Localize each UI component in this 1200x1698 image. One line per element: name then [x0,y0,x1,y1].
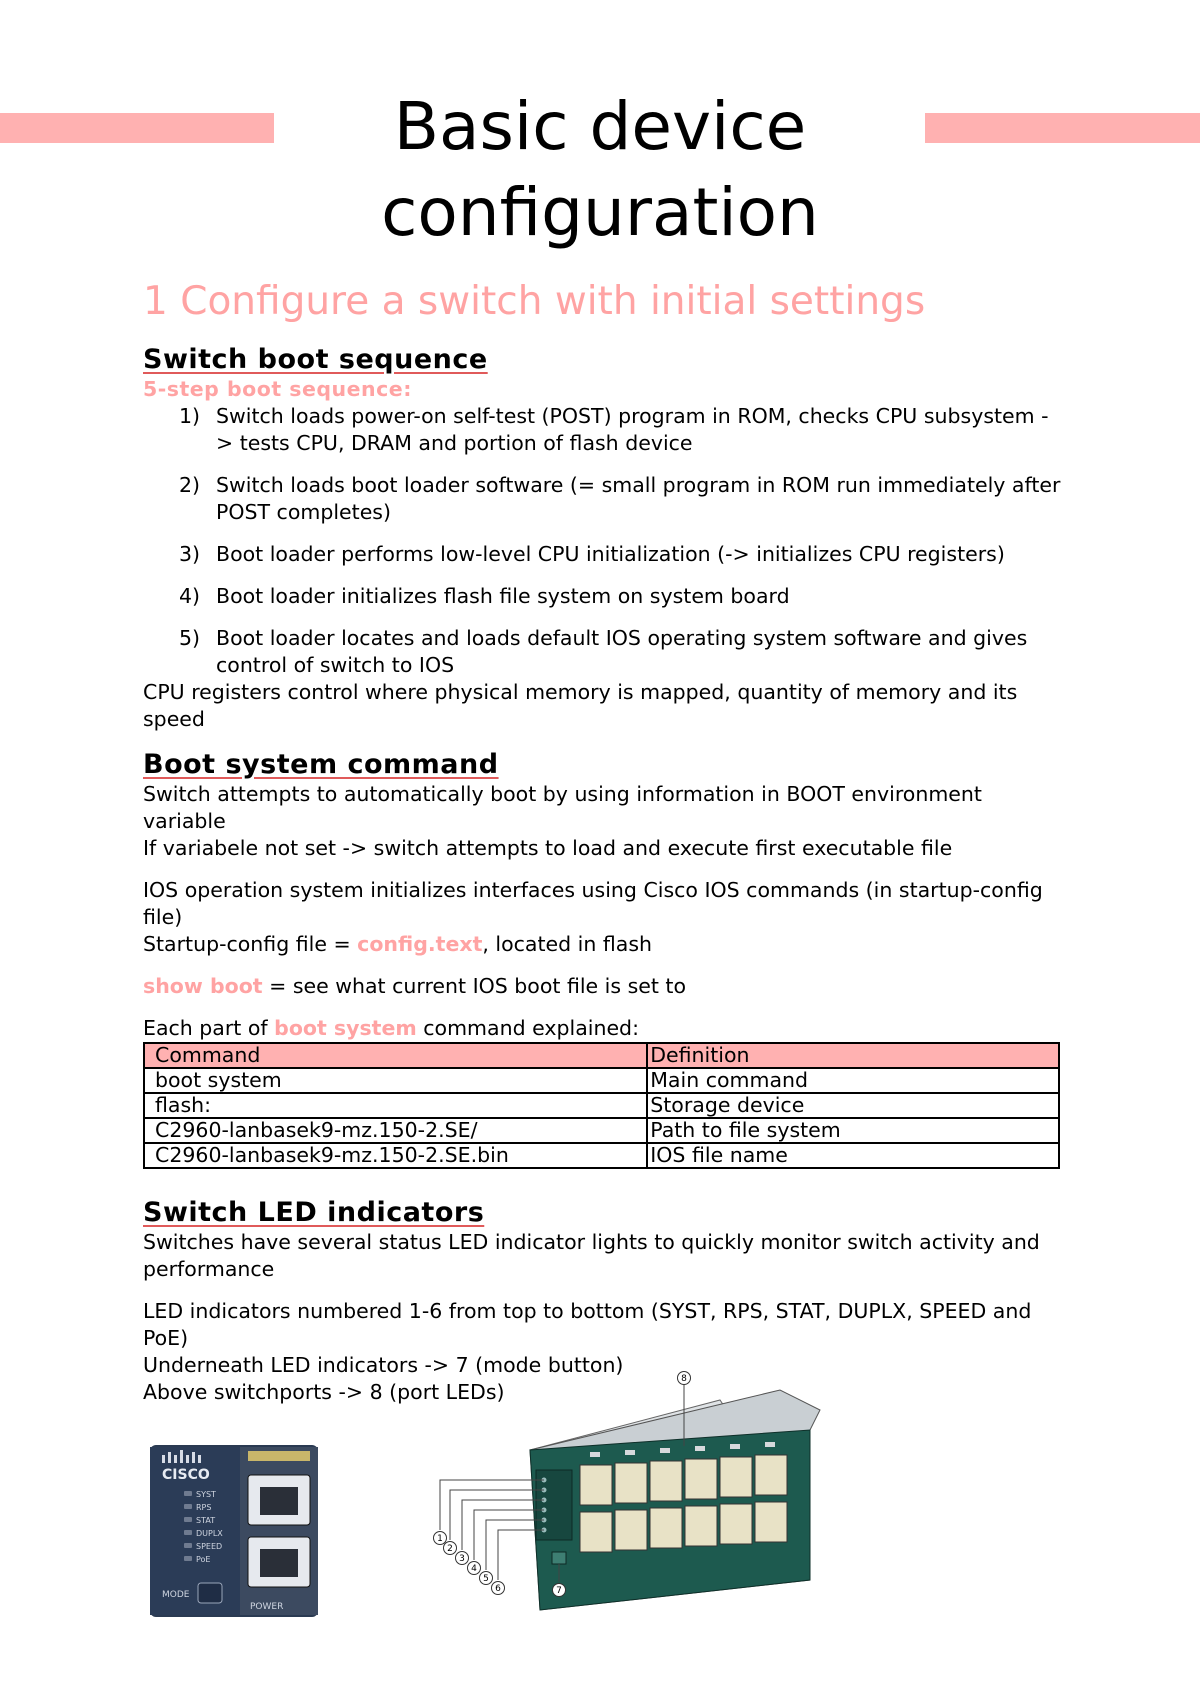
led-label-rps: RPS [196,1503,212,1512]
power-label: POWER [250,1602,284,1612]
list-item: 4) Boot loader initializes flash file system on system board [179,584,790,608]
boot-system-p4: Startup-config file = config.text, located in flash [143,932,653,956]
list-item: 2) Switch loads boot loader software (= small program in ROM run immediately after POST completes) [179,473,1061,524]
list-item: 5) Boot loader locates and loads default IOS operating system software and gives control of switch to IOS [179,626,1028,677]
table-row [144,1143,1059,1168]
led-label-duplx: DUPLX [196,1529,223,1538]
list-item: 1) Switch loads power-on self-test (POST) program in ROM, checks CPU subsystem -> tests CPU, DRAM and portion of flash device [179,404,1049,455]
cpu-registers-note: CPU registers control where physical memory is mapped, quantity of memory and its speed [143,680,1018,731]
led-label-poe: PoE [196,1555,211,1564]
boot-sequence-heading: Switch boot sequence [143,344,488,375]
section-heading: 1 Configure a switch with initial settings [143,279,926,324]
led-p3: Underneath LED indicators -> 7 (mode button) [143,1353,624,1377]
table-header-cell: Definition [647,1043,1059,1068]
brand-label: CISCO [162,1467,210,1483]
list-item: 3) Boot loader performs low-level CPU initialization (-> initializes CPU registers) [179,542,1005,566]
boot-system-p6: Each part of boot system command explained: [143,1016,639,1040]
page-title [0,84,1200,256]
mode-button-diagram [552,1552,566,1564]
table-cell: C2960-lanbasek9-mz.150-2.SE/ [144,1118,647,1143]
table-cell: Path to file system [647,1118,1059,1143]
config-text-keyword: config.text [357,932,483,956]
table-row [144,1093,1059,1118]
led-p4: Above switchports -> 8 (port LEDs) [143,1380,505,1404]
callout-5: 5 [483,1574,489,1584]
boot-system-p2: If variabele not set -> switch attempts to load and execute first executable file [143,836,953,860]
callout-6: 6 [495,1584,501,1594]
callout-3: 3 [459,1554,465,1564]
switch-led-diagram [437,1370,820,1620]
led-p1: Switches have several status LED indicator lights to quickly monitor switch activity and performance [143,1230,1040,1281]
table-cell: flash: [144,1093,647,1118]
led-heading: Switch LED indicators [143,1197,485,1228]
table-header-row [144,1043,1059,1068]
boot-system-keyword: boot system [274,1016,417,1040]
boot-system-table [143,1042,1060,1169]
title-line-1: Basic device [393,88,807,165]
mode-label: MODE [162,1590,190,1600]
callout-8: 8 [681,1374,687,1384]
led-label-stat: STAT [196,1516,216,1525]
led-label-speed: SPEED [196,1542,223,1551]
boot-system-p1: Switch attempts to automatically boot by using information in BOOT environment variable [143,782,982,833]
callout-1: 1 [437,1534,443,1544]
table-cell: boot system [144,1068,647,1093]
boot-system-heading: Boot system command [143,749,499,780]
boot-system-p3: IOS operation system initializes interfaces using Cisco IOS commands (in startup-config file) [143,878,1043,929]
boot-sequence-subheading: 5-step boot sequence: [143,377,412,401]
table-row [144,1068,1059,1093]
callout-7: 7 [556,1586,562,1596]
table-cell: Main command [647,1068,1059,1093]
document-body [143,278,1063,1406]
boot-system-p5: show boot = see what current IOS boot file is set to [143,974,687,998]
led-p2: LED indicators numbered 1-6 from top to bottom (SYST, RPS, STAT, DUPLX, SPEED and PoE) [143,1299,1032,1350]
table-cell: C2960-lanbasek9-mz.150-2.SE.bin [144,1143,647,1168]
mode-button [198,1583,222,1603]
switch-panel-graphic [150,1445,318,1617]
switch-panel-photo [150,1445,318,1617]
title-line-2: configuration [381,174,819,251]
show-boot-keyword: show boot [143,974,263,998]
switch-diagram-graphic [437,1370,820,1620]
led-label-syst: SYST [196,1490,216,1499]
callout-4: 4 [471,1564,477,1574]
callout-2: 2 [447,1544,453,1554]
table-cell: Storage device [647,1093,1059,1118]
table-cell: IOS file name [647,1143,1059,1168]
table-row [144,1118,1059,1143]
boot-steps-list [143,403,1063,679]
table-header-cell: Command [144,1043,647,1068]
